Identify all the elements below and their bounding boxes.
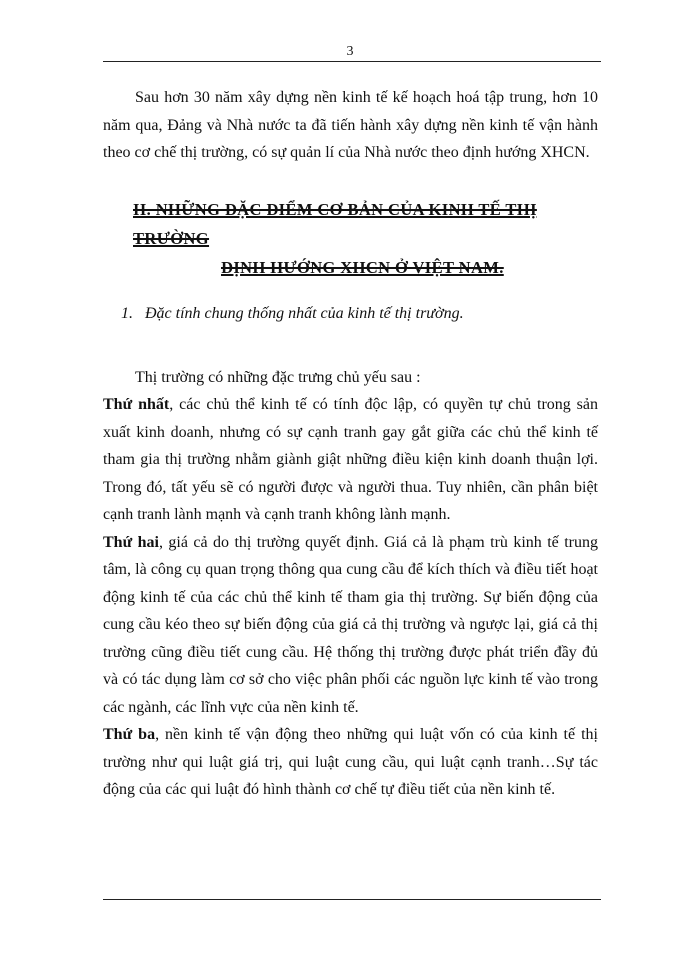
subsection-number: 1. <box>121 304 133 322</box>
paragraph-third <box>103 721 598 804</box>
paragraph-first <box>103 391 598 529</box>
footer-rule <box>103 899 601 900</box>
intro-paragraph: Sau hơn 30 năm xây dựng nền kinh tế kế hoạch hoá tập trung, hơn 10 năm qua, Đảng và Nhà nước ta đã tiến hành xây dựng nền kinh tế vận hành theo cơ chế thị trường, có sự quản lí của Nhà nước theo định hướng XHCN. <box>103 89 598 161</box>
section-heading-line-2: ĐỊNH HƯỚNG XHCN Ở VIỆT NAM. <box>221 257 504 277</box>
paragraph-second <box>103 529 598 722</box>
label-second: Thứ hai <box>103 533 159 551</box>
header-rule <box>103 61 601 62</box>
lead-paragraph: Thị trường có những đặc trưng chủ yếu sau : <box>135 368 421 386</box>
page-number: 3 <box>346 44 354 59</box>
text-third: , nền kinh tế vận động theo những qui luật vốn có của kinh tế thị trường như qui luật giá trị, qui luật cung cầu, qui luật cạnh tranh…Sự tác động của các qui luật đó hình thành cơ chế tự điều tiết của nền kinh tế. <box>103 726 598 798</box>
label-third: Thứ ba <box>103 726 156 743</box>
text-first: , các chủ thể kinh tế có tính độc lập, có quyền tự chủ trong sản xuất kinh doanh, nhưng có sự cạnh tranh gay gắt giữa các chủ thể kinh tế tham gia thị trường nhằm giành giật những điều kiện kinh doanh thuận lợi. Trong đó, tất yếu sẽ có người được và người thua. Tuy nhiên, cần phân biệt cạnh tranh lành mạnh và cạnh tranh không lành mạnh. <box>103 396 599 523</box>
section-heading <box>103 195 598 282</box>
text-second: , giá cả do thị trường quyết định. Giá cả là phạm trù kinh tế trung tâm, là công cụ quan trọng thông qua cung cầu để kích thích và điều tiết hoạt động kinh tế của các chủ thể kinh tế tham gia thị trường. Sự biến động của cung cầu kéo theo sự biến động của giá cả thị trường và ngược lại, giá cả thị trường cũng điều tiết cung cầu. Hệ thống thị trường được phát triển đầy đủ và có tác dụng làm cơ sở cho việc phân phối các nguồn lực kinh tế vào trong các ngành, các lĩnh vực của nền kinh tế. <box>103 533 598 716</box>
subsection-title: Đặc tính chung thống nhất của kinh tế thị trường. <box>145 304 464 322</box>
document-body <box>103 84 598 804</box>
label-first: Thứ nhất <box>103 396 170 413</box>
subsection-heading <box>103 300 598 328</box>
section-heading-line-1: II. NHỮNG ĐẶC ĐIỂM CƠ BẢN CỦA KINH TẾ THỊ TRƯỜNG <box>133 199 537 248</box>
